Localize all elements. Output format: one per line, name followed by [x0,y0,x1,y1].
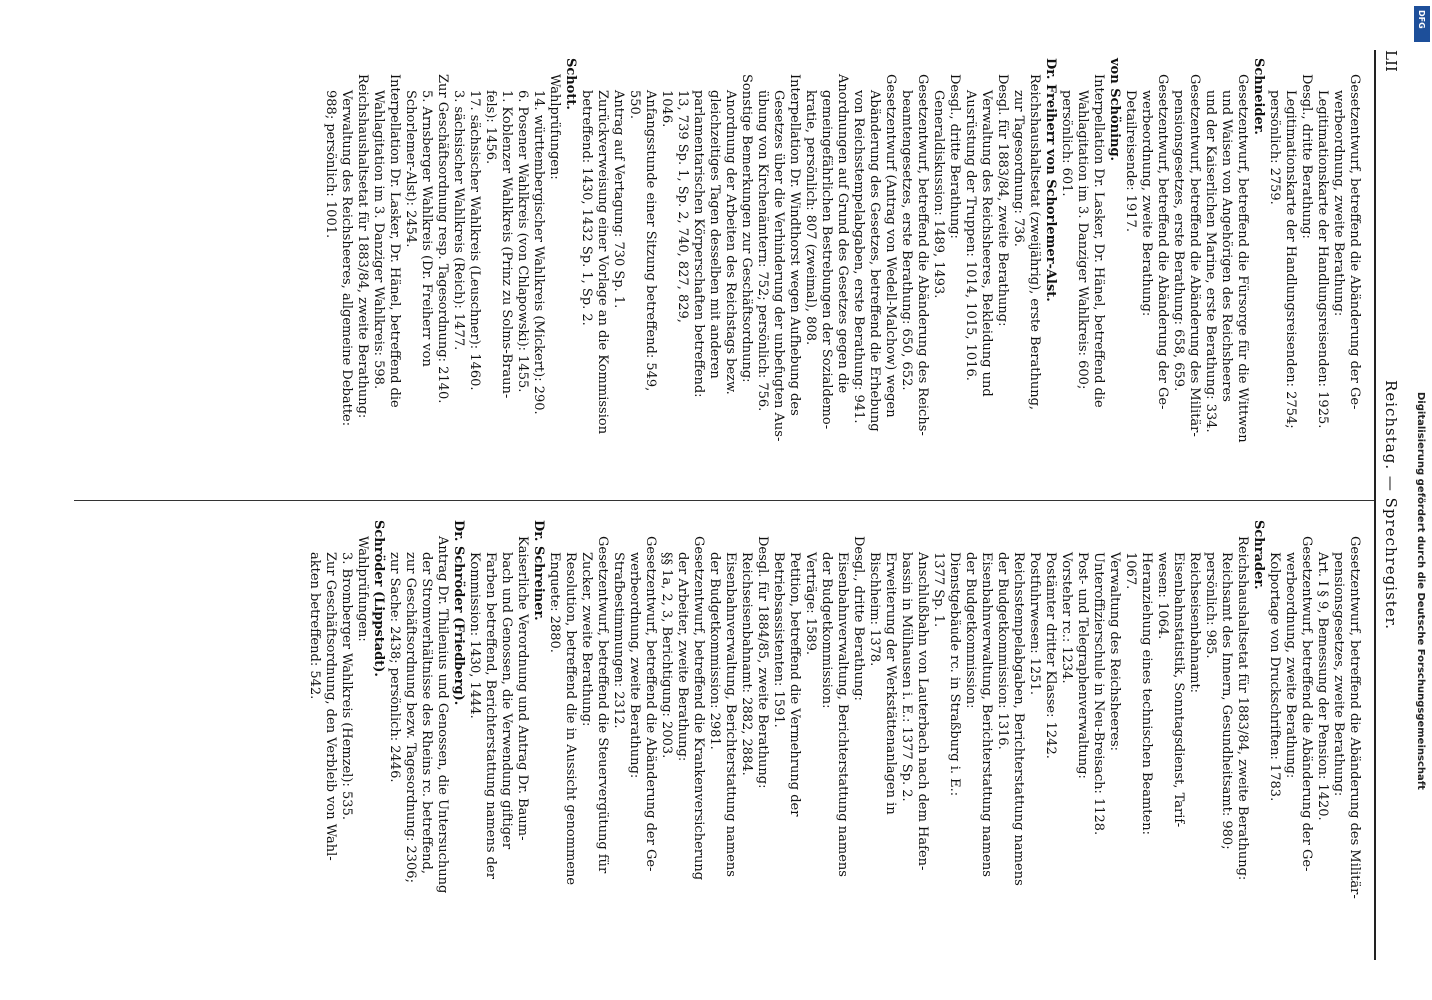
register-line: werbeordnung, zweite Berathung: [1331,90,1346,317]
register-line: pensionsgesetzes, zweite Berathung: [1331,552,1346,797]
register-line: der Budgetkommission: 1316. [995,552,1010,750]
register-line: Petition, betreffend die Vermehrung der [787,552,802,817]
speaker-name: Schott. [563,58,578,110]
register-line: Interpellation Dr. Lasker, Dr. Hänel, betreffend die [387,74,402,408]
register-line: und der Kaiserlichen Marine, erste Berathung: 334. [1203,90,1218,433]
register-line: Reichshaushaltsetat für 1883/84, zweite Berathung: [1235,536,1250,881]
register-line: Desgl. für 1883/84, zweite Berathung: [995,74,1010,327]
register-line: Reichsamt des Innern, Gesundheitsamt: 980; [1219,552,1234,850]
page-header [1374,50,1402,960]
register-line: Reichseisenbahnamt: 2882, 2884. [739,552,754,776]
column-divider [74,500,1374,501]
register-line: der Stromverhältnisse des Rheins rc. betreffend, [419,552,434,874]
speaker-name: Dr. Schröder (Friedberg). [451,520,466,706]
register-line: Anschlußbahn von Lauterbach nach dem Hafen- [915,552,930,871]
register-line: Abänderung des Gesetzes, betreffend die Erhebung [867,90,882,432]
register-line: der Budgetkommission: 2981. [707,552,722,750]
register-line: wesen: 1064. [1155,552,1170,640]
register-line: persönlich: 2759. [1267,90,1282,205]
register-line: Dienstgebäude rc. in Straßburg i. E.: [947,552,962,797]
register-line: akten betreffend: 542. [307,552,322,700]
register-line: Interpellation Dr. Lasker, Dr. Hänel, betreffend die [1091,74,1106,408]
register-line: 5. Arnsberger Wahlkreis (Dr. Freiherr von [419,90,434,367]
register-line: Enquete: 2880. [547,552,562,653]
dfg-logo: DFG [1414,6,1430,42]
register-line: Gesetzentwurf, betreffend die Abänderung des Militär- [1347,536,1362,899]
register-line: 6. Posener Wahlkreis (von Chlapowski): 1455. [515,90,530,393]
register-line: Bischheim: 1378. [867,552,882,667]
register-line: werbeordnung, zweite Berathung: [1139,90,1154,317]
register-line: bach und Genossen, die Verwendung giftiger [499,552,514,850]
register-line: übung von Kirchenämtern: 752; persönlich: 756. [755,90,770,412]
register-line: Zur Geschäftsordnung, den Verbleib von Wahl- [323,552,338,861]
register-line: Gesetzentwurf, betreffend die Abänderung der Ge- [1155,74,1170,410]
register-line: Gesetzentwurf (Antrag von Wedell-Malchow) wegen [883,74,898,418]
register-line: fels): 1456. [483,90,498,165]
register-line: Gesetzentwurf, betreffend die Abänderung der Ge- [1299,536,1314,872]
register-line: Interpellation Dr. Windthorst wegen Aufhebung des [787,74,802,416]
register-line: Art. I § 9, Bemessung der Pension: 1420. [1315,552,1330,821]
register-line: werbeordnung, zweite Berathung: [1283,552,1298,779]
register-line: Desgl., dritte Berathung: [1299,74,1314,239]
register-line: 3. sächsischer Wahlkreis (Reich): 1477. [451,90,466,351]
register-line: Gesetzentwurf, betreffend die Abänderung der Ge- [643,536,658,872]
register-line: Ausrüstung der Truppen: 1014, 1015, 1016. [963,90,978,381]
register-line: zur Tagesordnung: 736. [1011,90,1026,247]
register-line: Erweiterung der Werkstättenanlagen in [883,552,898,815]
left-column [322,58,1362,498]
register-line: 1046. [659,90,674,128]
register-line: beamtengesetzes, erste Berathung: 650, 652. [899,90,914,391]
register-line: Zucker, zweite Berathung: [579,552,594,727]
register-line: Gesetzentwurf, betreffend die Fürsorge für die Wittwen [1235,74,1250,443]
register-line: Farben betreffend, Berichterstattung namens der [483,552,498,879]
register-line: Vorsteher rc.: 1234. [1059,552,1074,684]
register-line: Kolportage von Druckschriften: 1783. [1267,552,1282,802]
register-line: Reichshaushaltsetat für 1883/84, zweite Berathung: [355,74,370,419]
register-line: kratie, persönlich: 807 (zweimal), 808. [803,90,818,346]
register-line: Zur Geschäftsordnung resp. Tagesordnung: 2140. [435,74,450,404]
register-line: Eisenbahnstatistik, Sonntagsdienst, Tarif- [1171,552,1186,828]
register-line: Legitimationskarte der Handlungsreisenden: 2754; [1283,90,1298,429]
register-line: 13, 739 Sp. 1, Sp. 2, 740, 827, 829, [675,90,690,323]
speaker-name: Schneider. [1251,58,1266,135]
register-line: Zurückverweisung einer Vorlage an die Kommission [595,90,610,435]
right-column [306,520,1362,960]
register-line: Reichseisenbahnamt: [1187,552,1202,694]
register-line: zur Sache: 2438; persönlich: 2446. [387,552,402,783]
register-line: gleichzeitiges Tagen desselben mit anderen [707,90,722,379]
register-line: pensionsgesetzes, erste Berathung: 658, 659. [1171,90,1186,392]
register-line: 1377 Sp. 1. [931,552,946,628]
register-line: Gesetzentwurf, betreffend die Abänderung des Reichs- [915,74,930,436]
register-line: Antrag auf Vertagung: 730 Sp. 1. [611,90,626,309]
register-line: Reichshaushaltsetat (zweijährig), erste Berathung, [1027,74,1042,411]
register-line: der Budgetkommission: [963,552,978,709]
register-line: bassin in Mülhausen i. E.: 1377 Sp. 2. [899,552,914,802]
register-line: Verträge: 1589. [803,552,818,656]
register-line: Eisenbahnverwaltung, Berichterstattung namens [723,552,738,877]
register-line: Post- und Telegraphenverwaltung: [1075,552,1090,779]
register-line: Betriebsassistenten: 1591. [771,552,786,728]
register-line: Postfuhrwesen: 1251. [1027,552,1042,695]
register-line: Detailreisende: 1917. [1123,90,1138,232]
register-line: und Waisen von Angehörigen des Reichsheeres [1219,90,1234,402]
register-line: Wahlprüfungen: [547,74,562,180]
page-number: LII [1382,50,1400,72]
register-line: Legitimationskarte der Handlungsreisenden: 1925. [1315,90,1330,429]
register-line: Desgl. für 1884/85, zweite Berathung: [755,536,770,789]
register-line: 17. sächsischer Wahlkreis (Leuschner): 1460. [467,90,482,391]
register-line: Postämter dritter Klasse: 1242. [1043,552,1058,759]
register-line: Wahlprüfungen: [355,536,370,642]
register-line: Kommission: 1430, 1444. [467,552,482,719]
register-line: von Reichsstempelabgaben, erste Berathung: 941. [851,90,866,424]
register-line: 14. württembergischer Wahlkreis (Mickert): 290. [531,90,546,415]
register-line: der Budgetkommission: [819,552,834,709]
register-line: Desgl., dritte Berathung: [851,536,866,701]
speaker-name: Schrader. [1251,520,1266,590]
register-line: Antrag Dr. Thilenius und Genossen, die Untersuchung [435,536,450,894]
funding-watermark [1414,392,1428,992]
register-line: der Arbeiter, zweite Berathung: [675,552,690,762]
register-line: Wahlagitation im 3. Danziger Wahlkreis: 598. [371,90,386,390]
page-title: Reichstag. — Sprechregister. [1382,380,1400,630]
register-line: Kaiserliche Verordnung und Antrag Dr. Baum- [515,536,530,841]
register-line: Verwaltung des Reichsheeres, allgemeine Debatte: [339,90,354,427]
register-line: Heranziehung eines technischen Beamten: [1139,552,1154,835]
register-line: zur Geschäftsordnung bezw. Tagesordnung: 2306; [403,552,418,883]
speaker-name: Schröder (Lippstadt). [371,520,386,677]
watermark-text: Digitalisierung gefördert durch die Deutsche Forschungsgemeinschaft [1415,392,1426,790]
register-line: Unteroffizierschule in Neu-Breisach: 1128. [1091,552,1106,836]
register-line: Anordnungen auf Grund des Gesetzes gegen die [835,74,850,394]
register-line: Eisenbahnverwaltung, Berichterstattung namens [835,552,850,877]
speaker-name: von Schöning. [1107,58,1122,162]
register-line: 3. Bromberger Wahlkreis (Hemzel): 535. [339,552,354,820]
speaker-name: Dr. Freiherr von Schorlemer-Alst. [1043,58,1058,302]
register-line: Generaldiskussion: 1489, 1493. [931,90,946,299]
register-line: werbeordnung, zweite Berathung: [627,552,642,779]
register-line: Gesetzes über die Verhinderung der unbefugten Aus- [771,90,786,442]
register-line: 988; persönlich: 1001. [323,90,338,239]
register-line: persönlich: 601. [1059,90,1074,197]
register-line: Wahlagitation im 3. Danziger Wahlkreis: 600; [1075,90,1090,390]
register-line: Gesetzentwurf, betreffend die Abänderung des Militär- [1187,74,1202,437]
document-page [20,0,1420,1000]
speaker-name: Dr. Schreiner. [531,520,546,621]
register-line: Reichsstempelabgaben, Berichterstattung namens [1011,552,1026,886]
register-line: Strafbestimmungen: 2312. [611,552,626,729]
register-line: parlamentarischen Körperschaften betreffend: [691,90,706,398]
register-line: gemeingefährlichen Bestrebungen der Sozialdemo- [819,90,834,430]
register-line: Eisenbahnverwaltung, Berichterstattung namens [979,552,994,877]
register-line: betreffend: 1430, 1432 Sp. 1, Sp. 2. [579,90,594,326]
register-line: Desgl., dritte Berathung: [947,74,962,239]
register-line: Gesetzentwurf, betreffend die Abänderung der Ge- [1347,74,1362,410]
register-line: §§ 1a, 2, 3, Berichtigung: 2003. [659,552,674,759]
register-line: Anordnung der Arbeiten des Reichstags bezw. [723,90,738,395]
register-line: Sonstige Bemerkungen zur Geschäftsordnung: [739,74,754,383]
register-line: 1. Koblenzer Wahlkreis (Prinz zu Solms-Braun- [499,90,514,399]
register-line: persönlich: 985. [1203,552,1218,659]
register-line: 1067. [1123,552,1138,590]
register-line: Schorlemer-Alst): 2454. [403,90,418,248]
register-line: Verwaltung des Reichsheeres: [1107,552,1122,752]
register-line: Gesetzentwurf, betreffend die Steuervergütung für [595,536,610,874]
register-line: Verwaltung des Reichsheeres, Bekleidung und [979,90,994,397]
register-line: Gesetzentwurf, betreffend die Krankenversicherung [691,536,706,881]
register-line: Anfangsstunde einer Sitzung betreffend: 549, [643,90,658,392]
register-line: Resolution, betreffend die in Aussicht genommene [563,552,578,886]
register-line: 550. [627,90,642,119]
